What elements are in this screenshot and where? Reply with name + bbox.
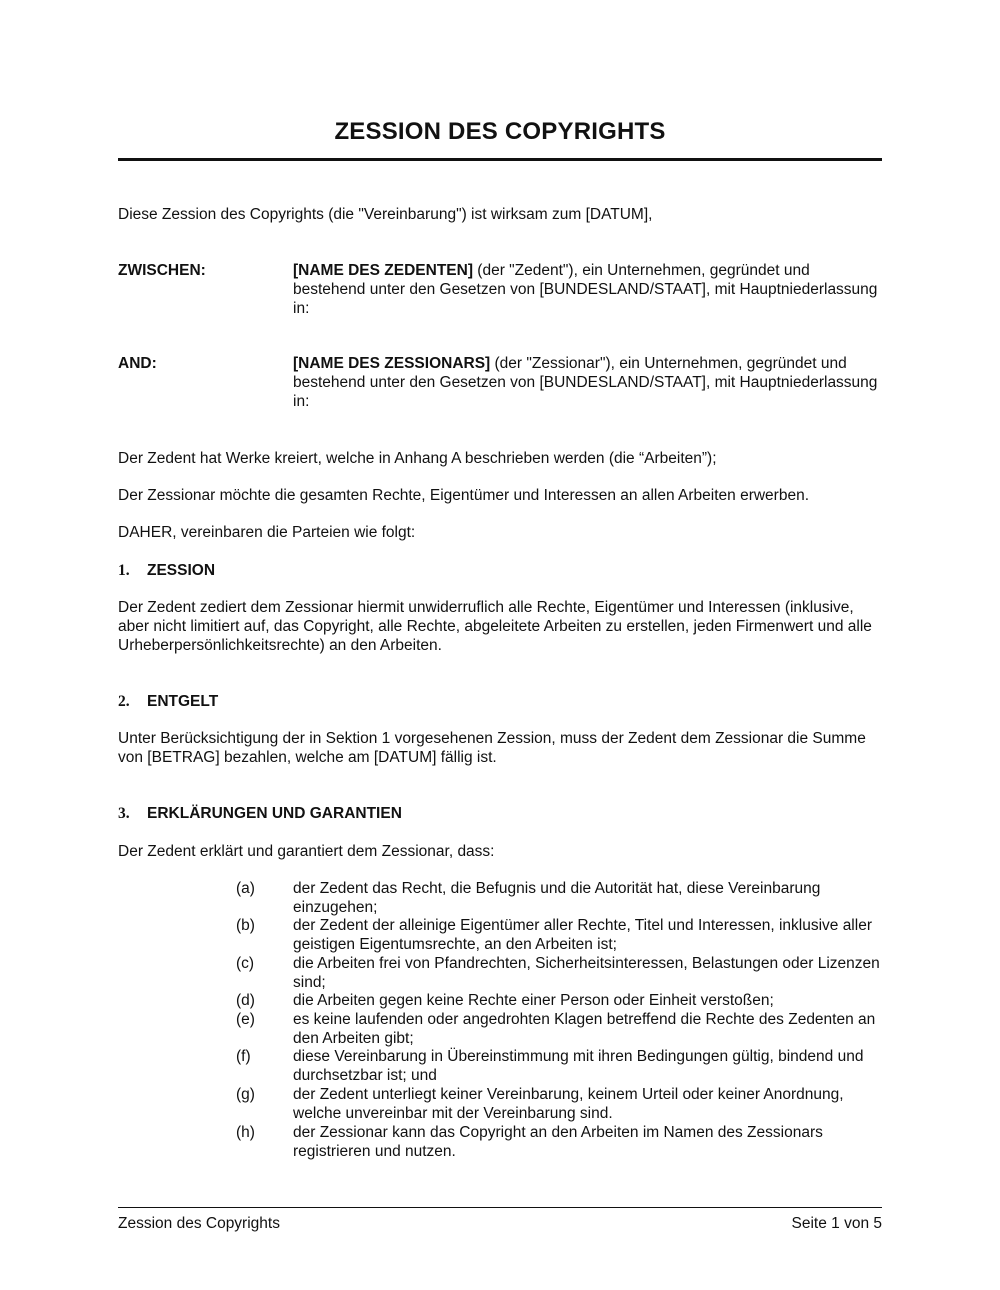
party-label-assignee: AND: — [118, 355, 157, 372]
warranty-label: (a) — [236, 880, 255, 897]
section-number: 1. — [118, 562, 130, 579]
section-body: Unter Berücksichtigung der in Sektion 1 vorgesehenen Zession, muss der Zedent dem Zessionar die Summe von [BETRAG] bezahlen, welche am [DATUM] fällig ist. — [118, 730, 866, 766]
section-number: 2. — [118, 693, 130, 710]
warranty-text: der Zedent das Recht, die Befugnis und die Autorität hat, diese Vereinbarung einzugehen; — [293, 880, 821, 916]
recital-paragraph: Der Zessionar möchte die gesamten Rechte, Eigentümer und Interessen an allen Arbeiten erwerben. — [118, 487, 809, 504]
warranty-label: (f) — [236, 1048, 251, 1065]
warranty-text: die Arbeiten frei von Pfandrechten, Sicherheitsinteressen, Belastungen oder Lizenzen sind; — [293, 955, 880, 991]
section-body: Der Zedent erklärt und garantiert dem Zessionar, dass: — [118, 843, 495, 860]
footer-document-name: Zession des Copyrights — [118, 1215, 280, 1232]
warranty-text: es keine laufenden oder angedrohten Klagen betreffend die Rechte des Zedenten an den Arbeiten gibt; — [293, 1011, 876, 1047]
warranty-label: (h) — [236, 1124, 255, 1141]
section-body: Der Zedent zediert dem Zessionar hiermit unwiderruflich alle Rechte, Eigentümer und Interessen (inklusive, aber nicht limitiert auf, das Copyright, alle Rechte, abgeleitete Arbeiten zu erstellen, jeden Firmenwert und alle Urheberpersönlichkeitsrechte) an den Arbeiten. — [118, 599, 872, 654]
recital-paragraph: Der Zedent hat Werke kreiert, welche in Anhang A beschrieben werden (die “Arbeiten”); — [118, 450, 717, 467]
footer-page-number: Seite 1 von 5 — [791, 1215, 882, 1232]
assignee-name: [NAME DES ZESSIONARS] — [293, 355, 491, 372]
section-heading — [118, 692, 218, 711]
section-title: ZESSION — [147, 562, 216, 579]
warranty-text: der Zedent unterliegt keiner Vereinbarung, keinem Urteil oder keiner Anordnung, welche unvereinbar mit der Vereinbarung sind. — [293, 1086, 844, 1122]
title-divider — [118, 158, 882, 161]
section-heading — [118, 561, 215, 580]
warranty-label: (g) — [236, 1086, 255, 1103]
warranty-label: (d) — [236, 992, 255, 1009]
warranty-text: der Zedent der alleinige Eigentümer aller Rechte, Titel und Interessen, inklusive aller geistigen Eigentumsrechte, an den Arbeiten ist; — [293, 917, 872, 953]
document-title: ZESSION DES COPYRIGHTS — [334, 118, 666, 145]
warranty-label: (e) — [236, 1011, 255, 1028]
warranty-text: der Zessionar kann das Copyright an den Arbeiten im Namen des Zessionars registrieren und nutzen. — [293, 1124, 823, 1160]
warranty-label: (c) — [236, 955, 255, 972]
party-text-assignee — [293, 354, 883, 411]
intro-paragraph: Diese Zession des Copyrights (die "Vereinbarung") ist wirksam zum [DATUM], — [118, 206, 653, 223]
warranty-text: diese Vereinbarung in Übereinstimmung mit ihren Bedingungen gültig, bindend und durchsetzbar ist; und — [293, 1048, 864, 1084]
party-text-assignor — [293, 261, 883, 318]
warranty-text: die Arbeiten gegen keine Rechte einer Person oder Einheit verstoßen; — [293, 992, 774, 1009]
section-title: ENTGELT — [147, 693, 219, 710]
section-heading — [118, 804, 402, 823]
assignor-description: (der "Zedent"), ein Unternehmen, gegründet und bestehend unter den Gesetzen von [BUNDESLAND/STAAT], mit Hauptniederlassung in: — [293, 262, 878, 317]
section-title: ERKLÄRUNGEN UND GARANTIEN — [147, 805, 402, 822]
recital-paragraph: DAHER, vereinbaren die Parteien wie folgt: — [118, 524, 416, 541]
assignee-description: (der "Zessionar"), ein Unternehmen, gegründet und bestehend unter den Gesetzen von [BUNDESLAND/STAAT], mit Hauptniederlassung in: — [293, 355, 878, 410]
footer-divider — [118, 1207, 882, 1208]
assignor-name: [NAME DES ZEDENTEN] — [293, 262, 473, 279]
warranty-label: (b) — [236, 917, 255, 934]
party-label-assignor: ZWISCHEN: — [118, 262, 206, 279]
section-number: 3. — [118, 805, 130, 822]
